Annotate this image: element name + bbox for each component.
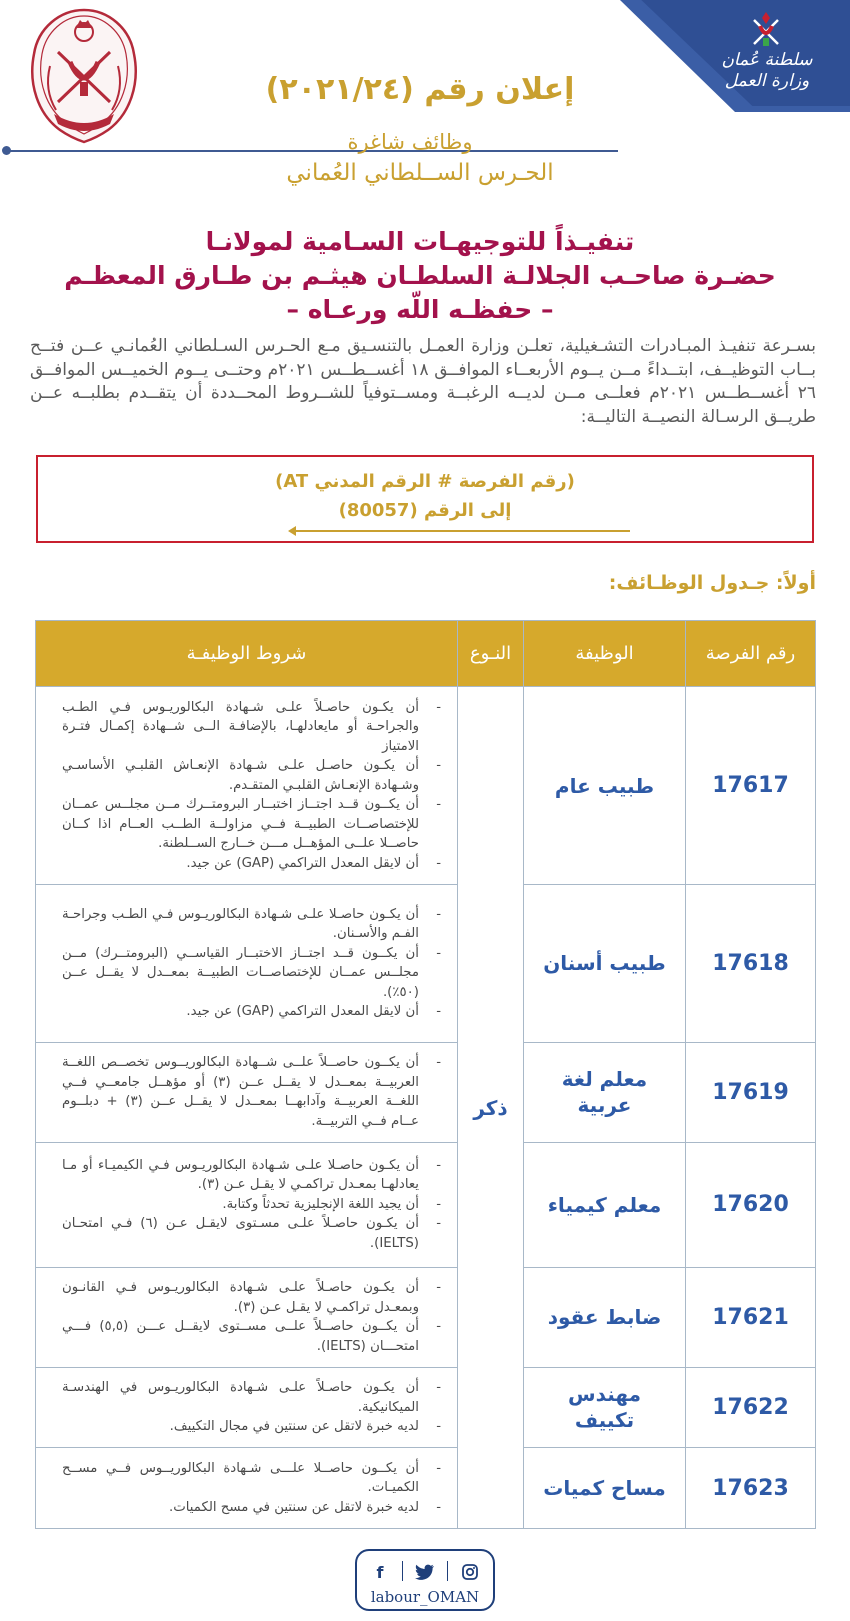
job-conditions bbox=[36, 885, 458, 1042]
oman-emblem-icon bbox=[748, 10, 784, 50]
job-title: مهندس تكييف bbox=[524, 1367, 686, 1448]
condition-item: - أن يكــون قــد اجتــاز اختبــار البرومتــرك مــن مجلــس عمــان للإختصاصــات الطبيــة فــي مزاولــة الطــب العــام اذا كــان حاصــلا علــى المؤهــل مـــن خــارج الســلطنة. bbox=[62, 795, 445, 854]
job-conditions bbox=[36, 1448, 458, 1529]
opportunity-no: 17623 bbox=[686, 1448, 816, 1529]
job-type: ذكر bbox=[458, 687, 524, 1529]
job-title: معلم لغة عربية bbox=[524, 1042, 686, 1142]
condition-item: - أن يكــون حاصــلاً علــى شــهادة البكالوريــوس تخصــص اللغــة العربيــة بمعــدل لا يقــل عــن (٣) أو مؤهــل جامعــي فــي اللغــة العربيــة وآدابهــا بمعــدل لا يقــل عــن (٣) + دبلــوم عــام فــي التربيــة. bbox=[62, 1053, 445, 1131]
royal-guard-logo bbox=[20, 6, 148, 144]
header-opportunity-no: رقم الفرصة bbox=[686, 621, 816, 687]
icon-separator bbox=[447, 1561, 448, 1581]
job-title: ضابط عقود bbox=[524, 1267, 686, 1367]
condition-item: - أن يكـون حاصـلا علـى شـهادة البكالوريـوس فـي الطـب وجراحـة الفـم والأسـنان. bbox=[62, 905, 445, 944]
facebook-icon[interactable]: f bbox=[376, 1562, 384, 1582]
opportunity-no: 17622 bbox=[686, 1367, 816, 1448]
sms-instructions-box bbox=[36, 455, 814, 543]
job-title: مساح كميات bbox=[524, 1448, 686, 1529]
job-conditions bbox=[36, 1142, 458, 1267]
table-row bbox=[36, 1267, 816, 1367]
condition-item: - أن يكـون حاصـل علـى شـهادة الإنعـاش القلبـي الأساسـي وشـهادة الإنعـاش القلبـي المتقـدم. bbox=[62, 756, 445, 795]
condition-item: - أن يكـون حاصـلاً علـى شـهادة البكالوريـوس فـي الطـب والجراحـة أو مايعادلهـا، بالإضافـة الــى شــهادة إكمـال فتـرة الامتياز bbox=[62, 698, 445, 757]
condition-item: - أن لايقل المعدل التراكمي (GAP) عن جيد. bbox=[62, 1002, 445, 1022]
royal-directive-heading bbox=[30, 225, 810, 327]
social-handle[interactable]: labour_OMAN bbox=[370, 1588, 480, 1606]
icon-separator bbox=[402, 1561, 403, 1581]
announcement-body: بسـرعة تنفيـذ المبـادرات التشـغيلية، تعلـن وزارة العمـل بالتنسـيق مـع الحـرس السـلطاني العُمانـي عــن فتــح بــاب التوظيــف، ابتــداءً مــن يــوم الأربعــاء الموافــق ١٨ أغســطــس ٢٠٢١م وحتــى يــوم الخميــس الموافــق ٢٦ أغســطــس ٢٠٢١م فعلــى مــن لديــه الرغبــة ومســتوفياً للشــروط المحــددة أن يتقــدم بطلبــه عــن طريــق الرسـالة النصيــة التاليــة: bbox=[30, 336, 816, 427]
social-footer bbox=[355, 1549, 495, 1611]
directive-line-1: تنفيـذاً للتوجيهـات السـامية لمولانـا bbox=[205, 227, 635, 256]
condition-item: - أن لايقل المعدل التراكمي (GAP) عن جيد. bbox=[62, 854, 445, 874]
table-row bbox=[36, 885, 816, 1042]
condition-item: - أن يجيد اللغة الإنجليزية تحدثاً وكتابة. bbox=[62, 1195, 445, 1215]
job-conditions bbox=[36, 1267, 458, 1367]
condition-item: - أن يكــون حاصــلا علـــى شـهادة البكالوريــوس فــي مســح الكميـات. bbox=[62, 1459, 445, 1498]
header-job: الوظيفة bbox=[524, 621, 686, 687]
jobs-table bbox=[35, 620, 816, 1529]
social-icons-row bbox=[357, 1561, 493, 1583]
table-row bbox=[36, 1448, 816, 1529]
header-conditions: شروط الوظيفـة bbox=[36, 621, 458, 687]
job-title: طبيب أسنان bbox=[524, 885, 686, 1042]
job-conditions bbox=[36, 687, 458, 885]
announcement-title: إعلان رقم (٢٠٢١/٢٤) bbox=[265, 72, 575, 107]
condition-item: - أن يكـون حاصـلا علـى شـهادة البكالوريـوس فـي الكيميـاء أو مـا يعادلهـا بمعـدل تراكمـي لا يقـل عـن (٣). bbox=[62, 1156, 445, 1195]
table-row bbox=[36, 1142, 816, 1267]
job-title: طبيب عام bbox=[524, 687, 686, 885]
table-row bbox=[36, 1367, 816, 1448]
arrow-icon bbox=[290, 530, 630, 532]
ministry-name: سلطنة عُمان وزارة العمل bbox=[721, 50, 813, 91]
header-divider-dot bbox=[2, 146, 11, 155]
sms-format: (رقم الفرصة # الرقم المدني AT) bbox=[275, 471, 575, 492]
opportunity-no: 17619 bbox=[686, 1042, 816, 1142]
directive-line-3: – حفظـه اللّه ورعـاه – bbox=[286, 295, 554, 324]
condition-item: - أن يكـون حاصـلاً علـى شـهادة البكالوريـوس فـي القانـون وبمعـدل تراكمـي لا يقـل عـن (٣). bbox=[62, 1278, 445, 1317]
table-header-row bbox=[36, 621, 816, 687]
job-conditions bbox=[36, 1042, 458, 1142]
table-row bbox=[36, 687, 816, 885]
condition-item: - أن يكـون حاصـلاً علـى شـهادة البكالوريـوس في الهندسـة الميكانيكية. bbox=[62, 1378, 445, 1417]
condition-item: - أن يكـون حاصـلاً علـى مسـتوى لايقـل عـن (٦) فـي امتحـان (IELTS). bbox=[62, 1214, 445, 1253]
instagram-icon[interactable] bbox=[458, 1561, 482, 1583]
condition-item: - لديه خبرة لاتقل عن سنتين في مسح الكميات. bbox=[62, 1498, 445, 1518]
condition-item: - لديه خبرة لاتقل عن سنتين في مجال التكييف. bbox=[62, 1417, 445, 1437]
opportunity-no: 17621 bbox=[686, 1267, 816, 1367]
directive-line-2: حضـرة صاحـب الجلالـة السلطـان هيثـم بن طـارق المعظـم bbox=[64, 261, 776, 290]
section-title: أولاً: جـدول الوظـائف: bbox=[608, 572, 816, 594]
condition-item: - أن يكــون حاصــلاً علــى مســتوى لايقــل عـــن (٥,٥) فـــي امتحـــان (IELTS). bbox=[62, 1317, 445, 1356]
job-conditions bbox=[36, 1367, 458, 1448]
header-type: النـوع bbox=[458, 621, 524, 687]
twitter-icon[interactable] bbox=[413, 1561, 437, 1583]
table-row bbox=[36, 1042, 816, 1142]
vacancies-label: وظائف شاغرة bbox=[347, 130, 473, 154]
sms-number: إلى الرقم (80057) bbox=[338, 500, 512, 521]
organization-name: الحـرس الســلطاني العُماني bbox=[286, 160, 554, 186]
condition-item: - أن يكــون قــد اجتــاز الاختبــار القياســي (البرومتــرك) مــن مجلــس عمــان للإختصاصــات الطبيــة بمعــدل لا يقــل عــن (٥٠٪). bbox=[62, 944, 445, 1003]
opportunity-no: 17620 bbox=[686, 1142, 816, 1267]
job-title: معلم كيمياء bbox=[524, 1142, 686, 1267]
opportunity-no: 17617 bbox=[686, 687, 816, 885]
opportunity-no: 17618 bbox=[686, 885, 816, 1042]
